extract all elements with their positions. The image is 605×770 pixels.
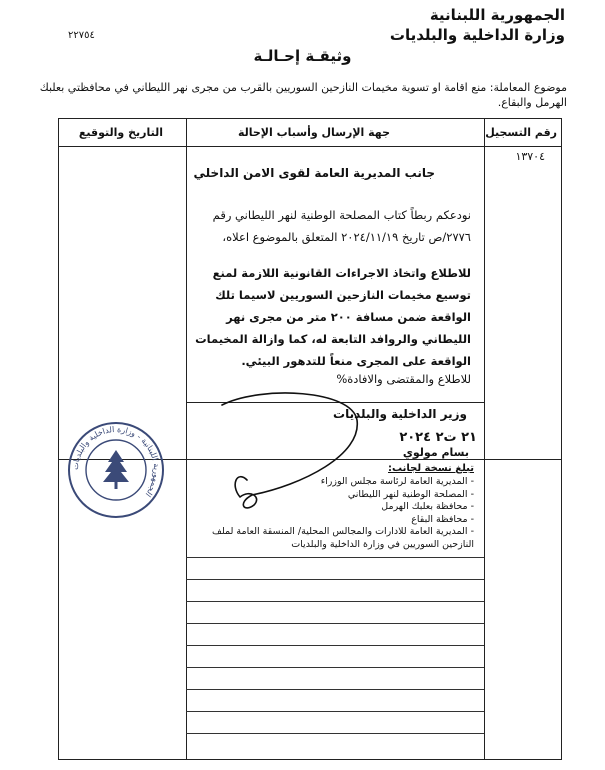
copies-list-item: - المصلحة الوطنية لنهر الليطاني (184, 489, 474, 502)
addressee: جانب المديرية العامة لقوى الامن الداخلي (193, 166, 435, 180)
column-header-date-signature: التاريخ والتوقيع (78, 126, 163, 139)
copies-title: تبلغ نسخة لجانب: (388, 463, 474, 474)
paragraph-instructions: للاطلاع واتخاذ الاجراءات القانونية اللازمة لمنع توسيع مخيمات النازحين السوريين لاسيما تلك الواقعة ضمن مسافة ٢٠٠ متر من مجرى نهر الليطاني والروافد التابعة له، كما وازالة المخيمات الواقعة على المجرى منعاً للتدهور البيئي. (195, 266, 471, 368)
subject-line: موضوع المعاملة: منع اقامة او تسوية مخيمات النازحين السوريين بالقرب من مجرى نهر الليطاني في محافظتي بعلبك الهرمل والبقاع. (39, 81, 567, 109)
copies-list-item: - المديرية العامة لرئاسة مجلس الوزراء (184, 476, 474, 489)
copies-list-item: - محافظة بعلبك الهرمل (184, 501, 474, 514)
signatory-title: وزير الداخلية والبلديات (333, 407, 467, 421)
official-stamp (66, 420, 166, 520)
ruled-line (186, 711, 484, 712)
ruled-line (186, 689, 484, 690)
copies-list-item: - المديرية العامة للادارات والمجالس المحلية/ المنسقة العامة لملف النازحين السوريين في وزارة الداخلية والبلديات (184, 526, 474, 551)
ruled-line (186, 579, 484, 580)
paragraph-closing: للاطلاع والمقتضى والافادة% (336, 372, 471, 386)
registration-number: ١٣٧٠٤ (515, 150, 545, 163)
ruled-line (186, 557, 484, 558)
ruled-line (186, 667, 484, 668)
document-title: وثيقـة إحـالـة (253, 47, 352, 65)
ruled-line (186, 733, 484, 734)
stamp-ring-text: الجمهورية اللبنانية - وزارة الداخلية والبلديات (70, 424, 162, 499)
ruled-line (186, 645, 484, 646)
table-column-divider (484, 118, 485, 760)
cedar-emblem-icon (103, 450, 129, 489)
column-header-dispatch: جهة الإرسال وأسباب الإحالة (237, 126, 390, 139)
signature-date: ٢١ ت٢ ٢٠٢٤ (399, 430, 477, 445)
signatory-name: بسام مولوي (402, 446, 469, 459)
column-header-registration: رقم التسجيل (485, 126, 557, 139)
paragraph-reference: نودعكم ربطاً كتاب المصلحة الوطنية لنهر الليطاني رقم ٢٧٧٦/ص تاريخ ٢٠٢٤/١١/١٩ المتعلق بالموضوع اعلاه، (212, 208, 471, 244)
table-header-divider (58, 146, 562, 147)
ruled-line (186, 601, 484, 602)
document-number: ٢٢٧٥٤ (68, 30, 95, 41)
header-republic: الجمهورية اللبنانية (429, 6, 565, 24)
copies-list (184, 476, 474, 551)
copies-list-item: - محافظة البقاع (184, 514, 474, 527)
header-ministry: وزارة الداخلية والبلديات (389, 26, 565, 44)
ruled-line (186, 623, 484, 624)
